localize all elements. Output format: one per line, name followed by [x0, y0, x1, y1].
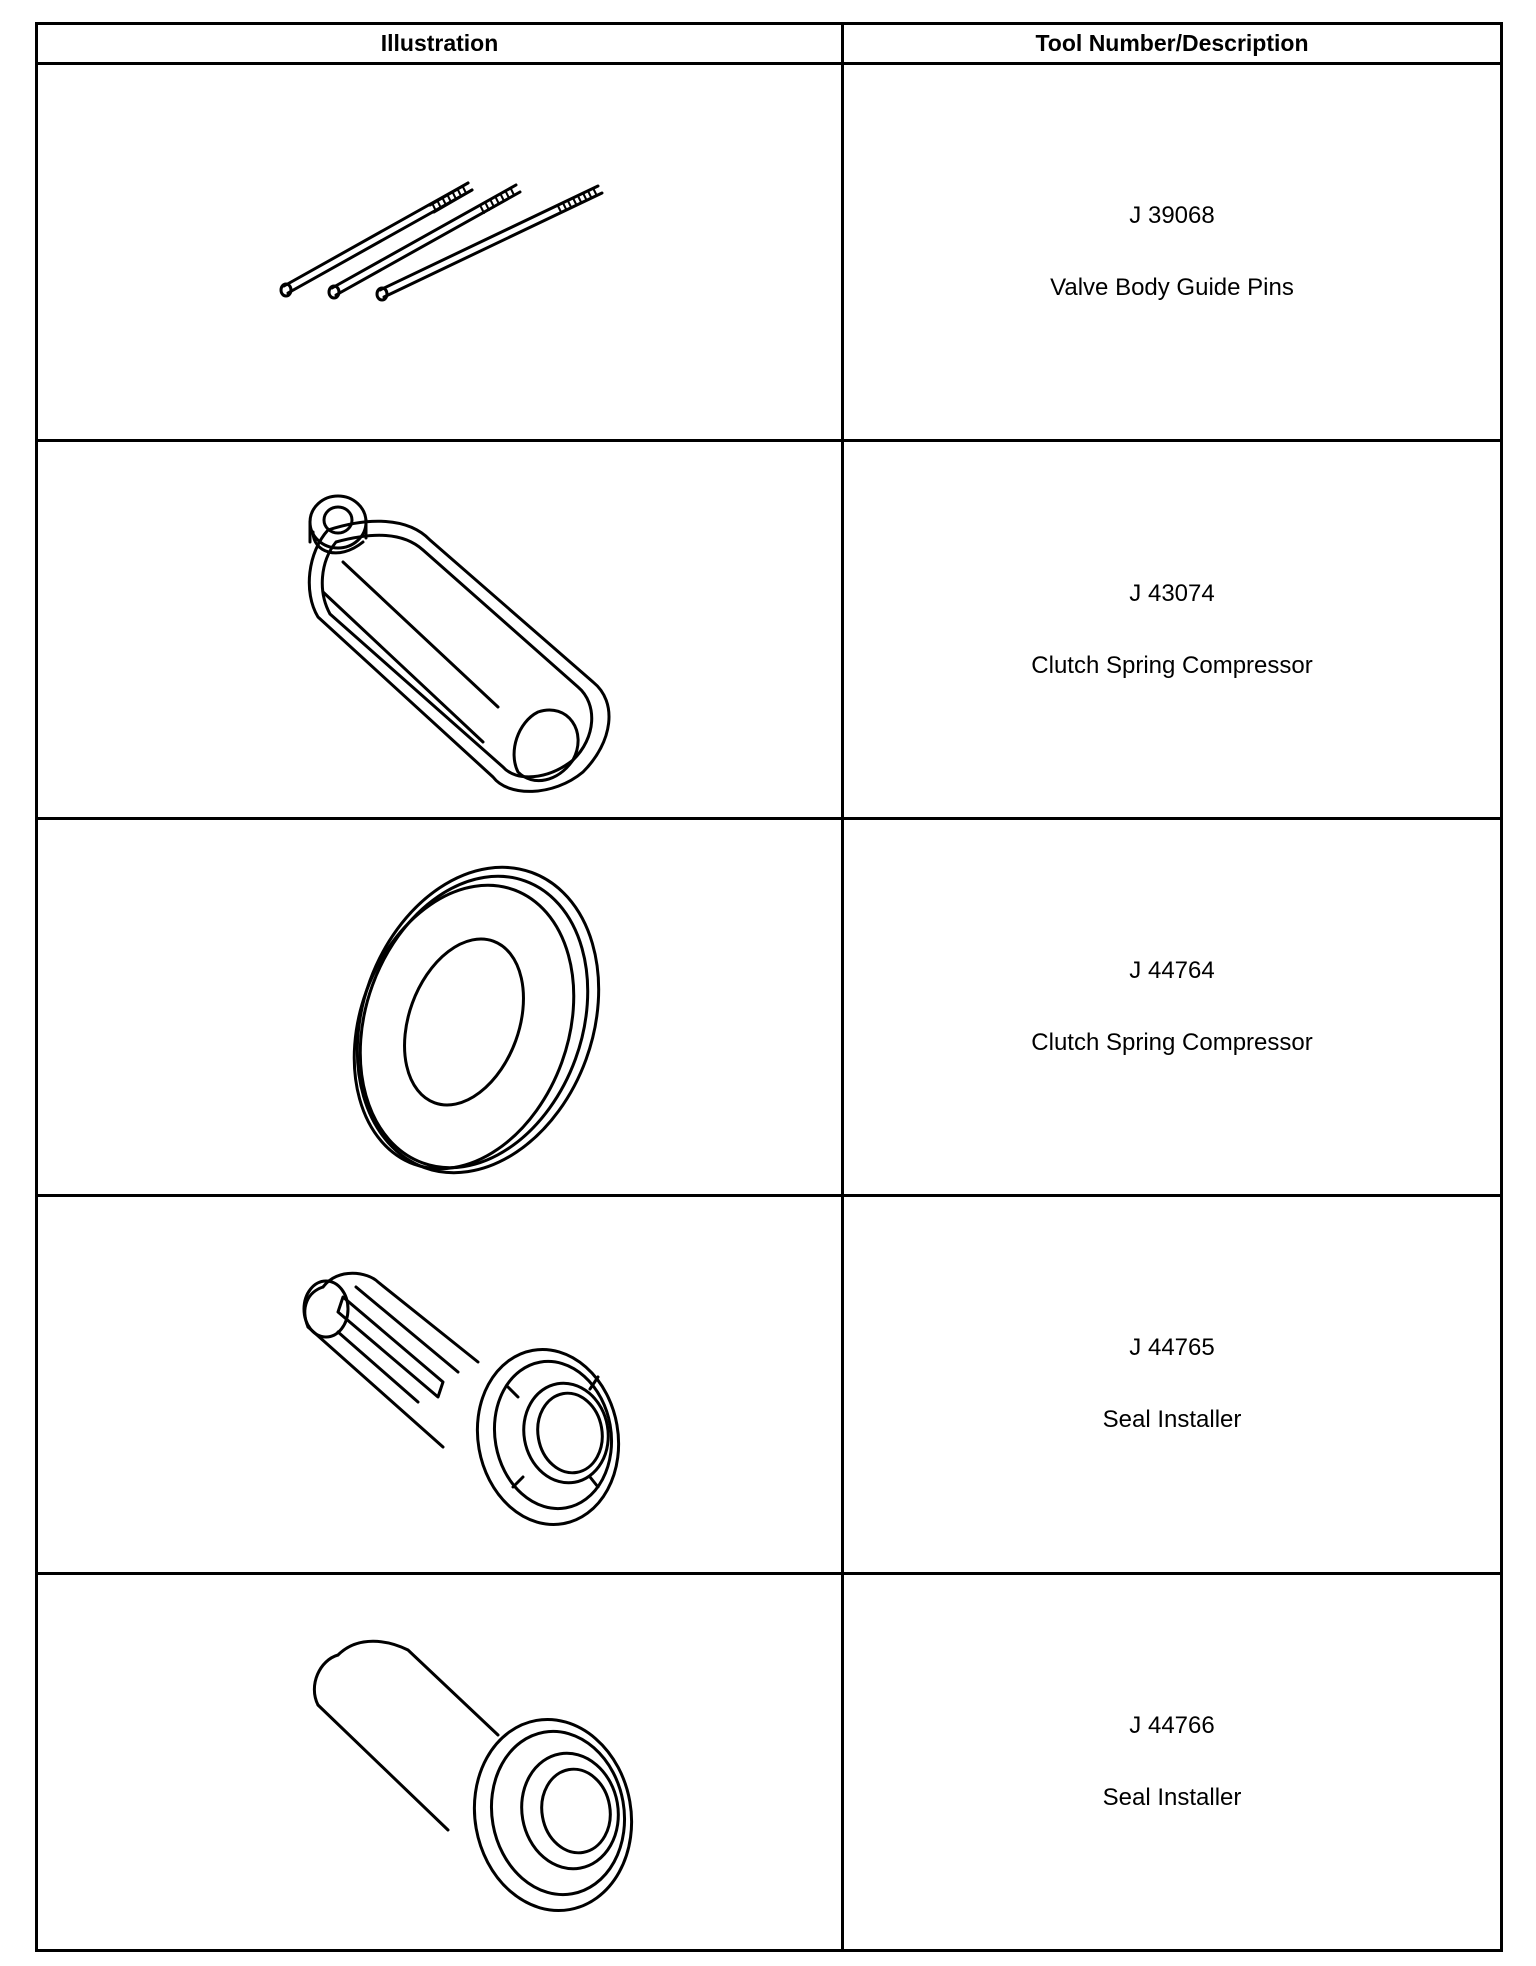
description-cell — [843, 441, 1502, 818]
tool-description: Seal Installer — [1102, 1406, 1242, 1434]
tool-number: J 44764 — [1129, 956, 1215, 984]
table-row — [37, 818, 1502, 1195]
tool-number: J 44766 — [1129, 1711, 1215, 1739]
table-row — [37, 441, 1502, 818]
seal-installer-icon — [38, 1197, 844, 1570]
header-row — [37, 24, 1502, 64]
description-cell — [843, 1573, 1502, 1950]
header-illustration: Illustration — [37, 24, 843, 64]
tool-number: J 44765 — [1129, 1334, 1215, 1362]
illustration-cell — [37, 441, 843, 818]
illustration-cell — [37, 1573, 843, 1950]
tool-description: Valve Body Guide Pins — [1050, 274, 1294, 302]
illustration-cell — [37, 1196, 843, 1573]
spring-compressor-icon — [38, 442, 844, 815]
tool-number: J 43074 — [1129, 579, 1215, 607]
description-cell — [843, 64, 1502, 441]
header-tool-description: Tool Number/Description — [843, 24, 1502, 64]
guide-pins-icon — [38, 65, 844, 438]
description-cell — [843, 818, 1502, 1195]
description-cell — [843, 1196, 1502, 1573]
illustration-cell — [37, 818, 843, 1195]
illustration-cell — [37, 64, 843, 441]
table-row — [37, 1573, 1502, 1950]
tool-description: Clutch Spring Compressor — [1031, 651, 1313, 679]
compressor-ring-icon — [38, 820, 844, 1193]
tool-description: Seal Installer — [1102, 1783, 1242, 1811]
tool-number: J 39068 — [1129, 202, 1215, 230]
tool-description: Clutch Spring Compressor — [1031, 1028, 1313, 1056]
seal-installer-cup-icon — [38, 1575, 844, 1948]
table-row — [37, 64, 1502, 441]
table-row — [37, 1196, 1502, 1573]
tools-table — [35, 22, 1503, 1952]
